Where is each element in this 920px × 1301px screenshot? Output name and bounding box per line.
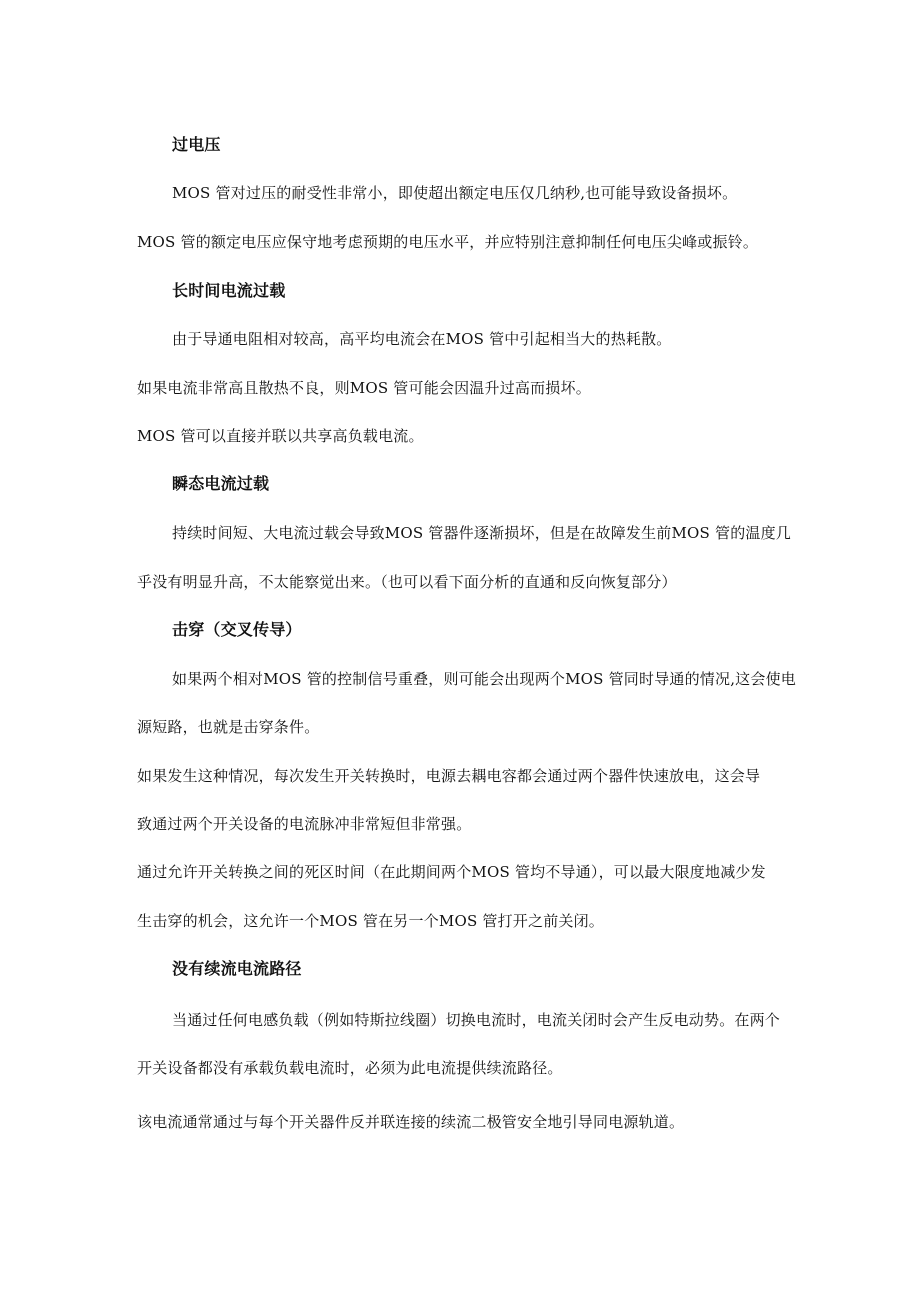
paragraph-line: MOS 管对过压的耐受性非常小，即使超出额定电压仅几纳秒,也可能导致设备损坏。 bbox=[172, 184, 738, 202]
paragraph-line: 源短路，也就是击穿条件。 bbox=[137, 718, 320, 736]
paragraph-line: 持续时间短、大电流过载会导致MOS 管器件逐渐损坏，但是在故障发生前MOS 管的温度几 bbox=[172, 524, 792, 542]
paragraph-line: 如果发生这种情况，每次发生开关转换时，电源去耦电容都会通过两个器件快速放电，这会导 bbox=[137, 767, 761, 785]
paragraph-line: 该电流通常通过与每个开关器件反并联连接的续流二极管安全地引导同电源轨道。 bbox=[137, 1113, 685, 1131]
paragraph-line: 由于导通电阻相对较高，高平均电流会在MOS 管中引起相当大的热耗散。 bbox=[172, 330, 672, 348]
paragraph-line: MOS 管的额定电压应保守地考虑预期的电压水平，并应特别注意抑制任何电压尖峰或振铃。 bbox=[137, 233, 759, 251]
paragraph-line: MOS 管可以直接并联以共享高负载电流。 bbox=[137, 427, 424, 445]
paragraph-line: 通过允许开关转换之间的死区时间（在此期间两个MOS 管均不导通），可以最大限度地减少发 bbox=[137, 863, 766, 881]
paragraph-line: 开关设备都没有承载负载电流时，必须为此电流提供续流路径。 bbox=[137, 1059, 563, 1077]
section-heading-transient-overcurrent: 瞬态电流过载 bbox=[172, 474, 270, 493]
paragraph-line: 致通过两个开关设备的电流脉冲非常短但非常强。 bbox=[137, 815, 472, 833]
paragraph-line: 如果电流非常高且散热不良，则MOS 管可能会因温升过高而损坏。 bbox=[137, 379, 591, 397]
section-heading-no-freewheel-path: 没有续流电流路径 bbox=[172, 959, 302, 978]
section-heading-long-overcurrent: 长时间电流过载 bbox=[172, 281, 286, 300]
paragraph-line: 当通过任何电感负载（例如特斯拉线圈）切换电流时，电流关闭时会产生反电动势。在两个 bbox=[172, 1011, 781, 1029]
paragraph-line: 生击穿的机会，这允许一个MOS 管在另一个MOS 管打开之前关闭。 bbox=[137, 912, 605, 930]
section-heading-overvoltage: 过电压 bbox=[172, 135, 221, 154]
paragraph-line: 乎没有明显升高，不太能察觉出来。（也可以看下面分析的直通和反向恢复部分） bbox=[137, 573, 677, 591]
paragraph-line: 如果两个相对MOS 管的控制信号重叠，则可能会出现两个MOS 管同时导通的情况,这会使电 bbox=[172, 670, 796, 688]
section-heading-shoot-through: 击穿（交叉传导） bbox=[172, 620, 302, 639]
